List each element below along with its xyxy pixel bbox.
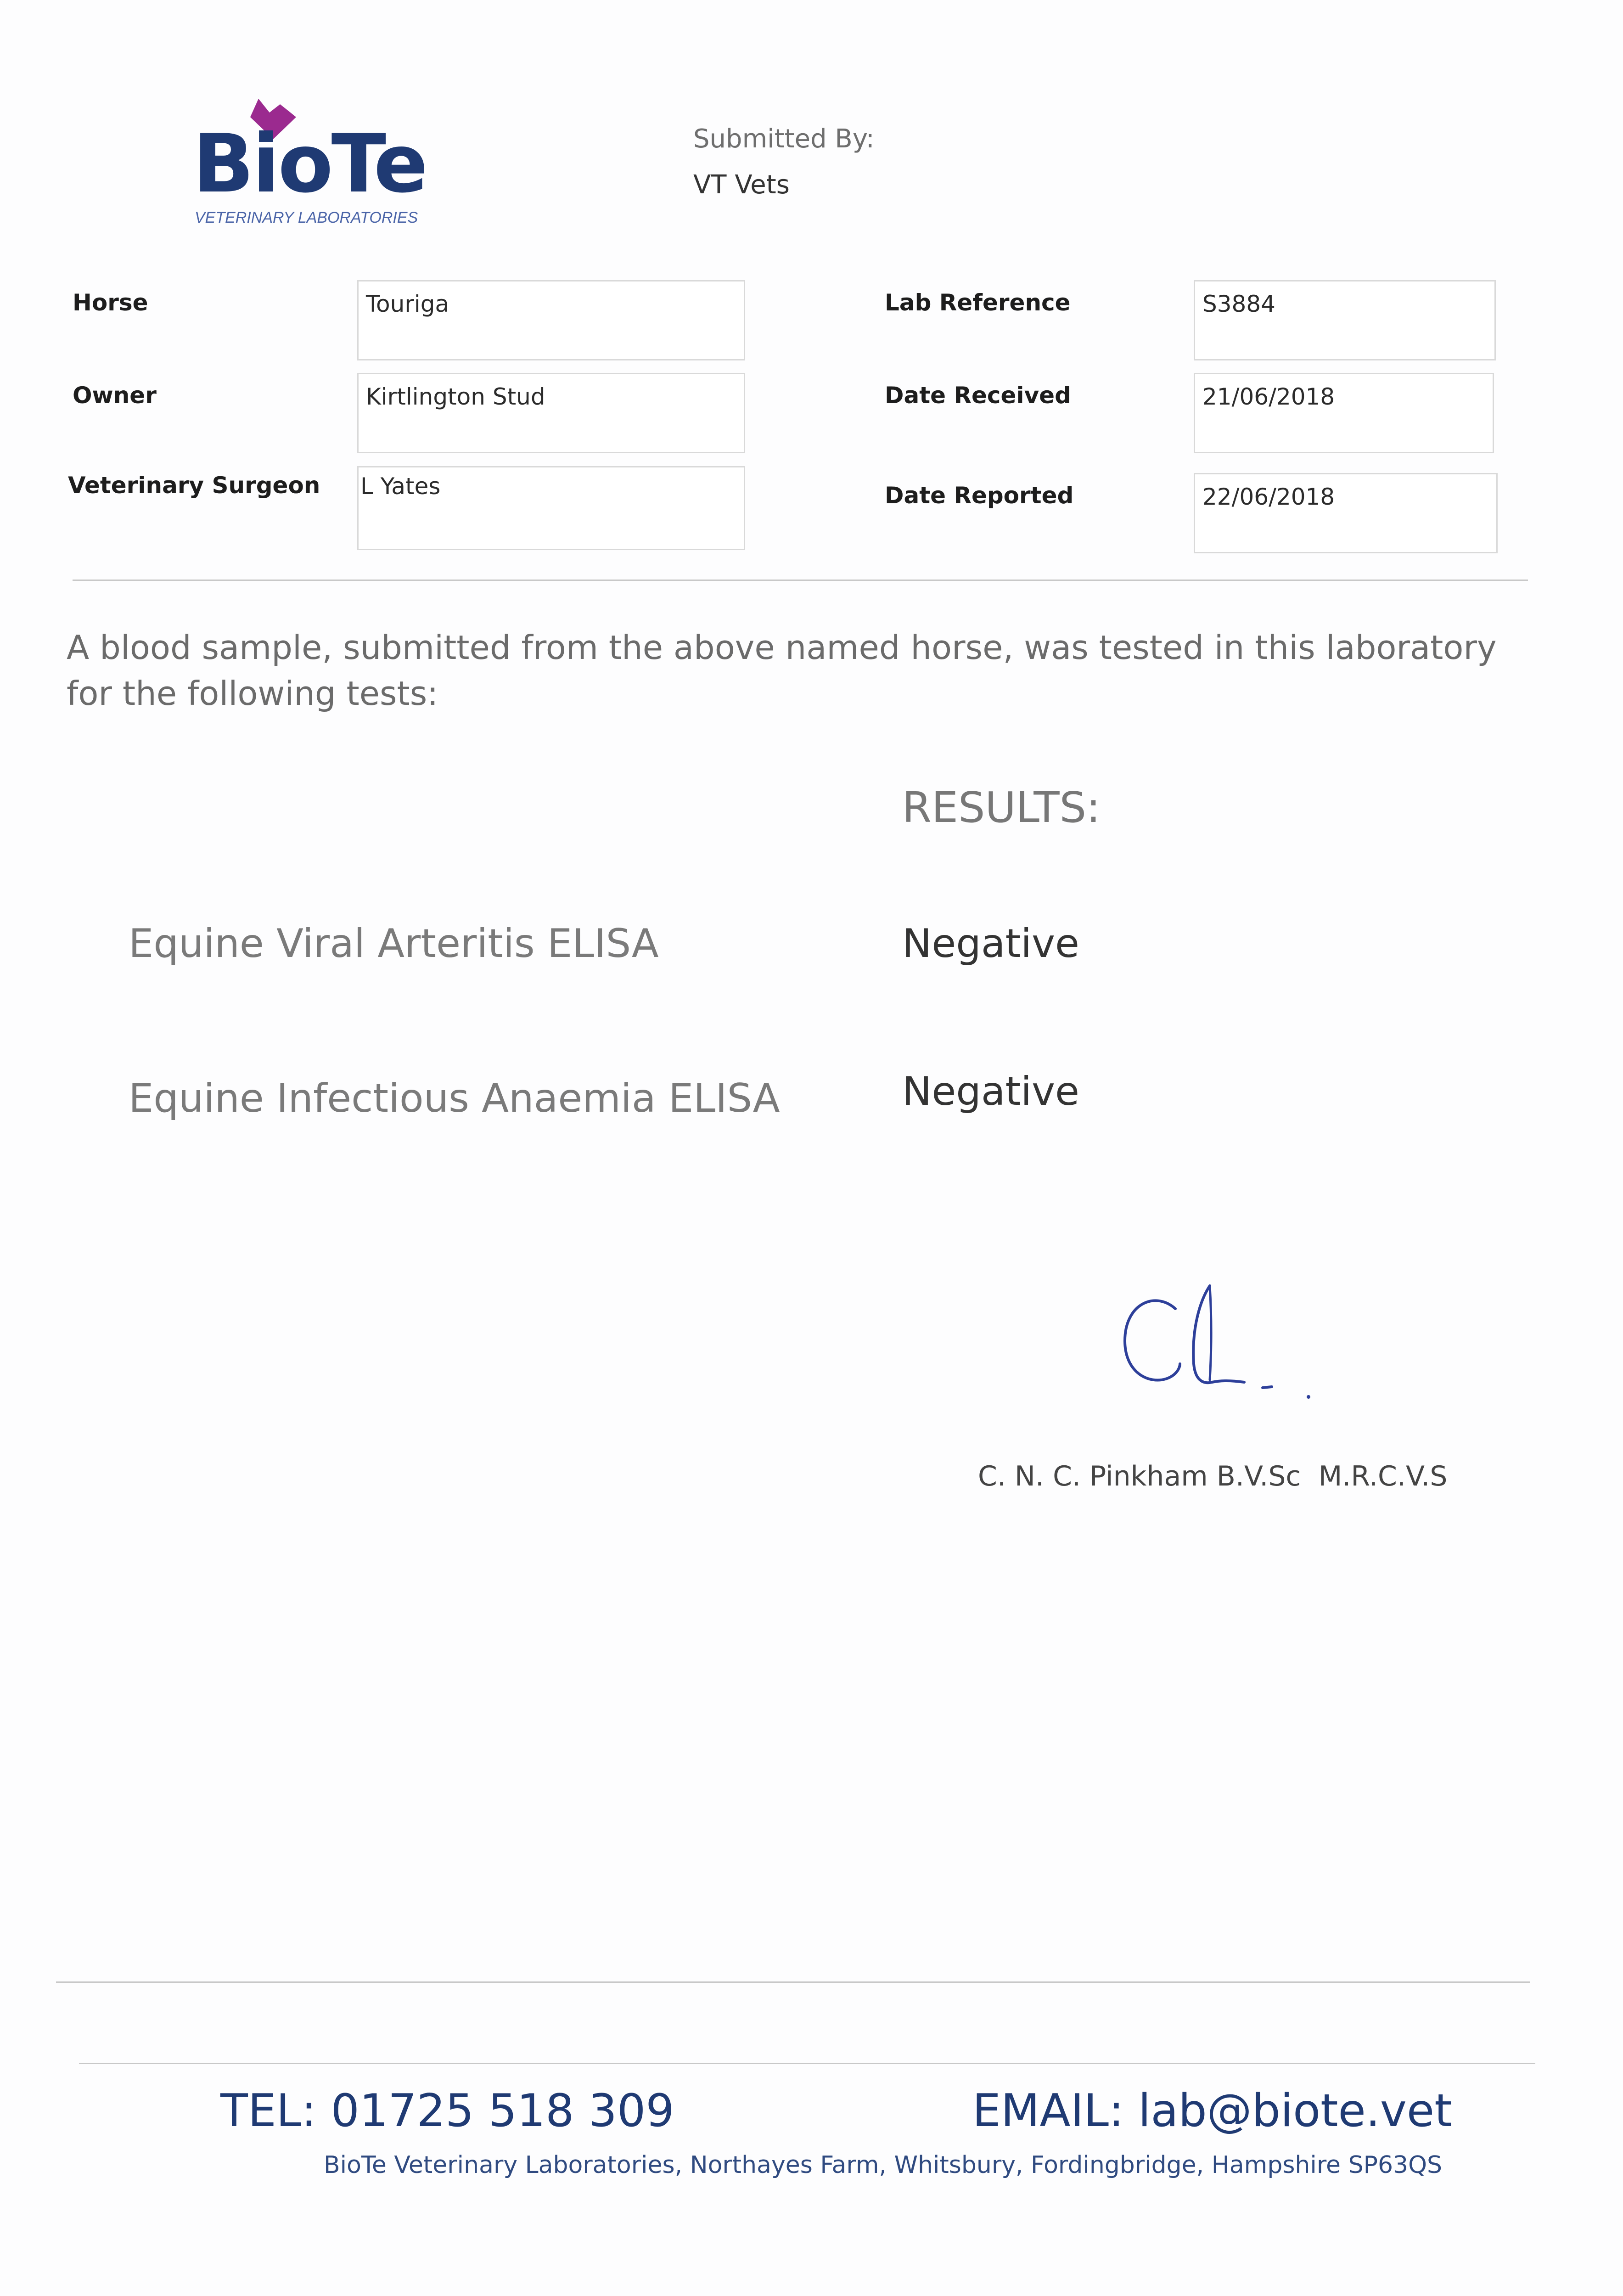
owner-label: Owner: [73, 382, 157, 409]
header-divider: [73, 580, 1528, 581]
date-reported-field: [1194, 473, 1498, 553]
vet-value: L Yates: [360, 473, 441, 500]
signature-image: [1111, 1272, 1341, 1419]
horse-value: Touriga: [366, 291, 449, 317]
date-received-label: Date Received: [885, 382, 1071, 409]
signatory-name: C. N. C. Pinkham B.V.Sc M.R.C.V.S: [978, 1460, 1448, 1492]
footer-email: EMAIL: lab@biote.vet: [972, 2085, 1452, 2137]
test-result: Negative: [902, 921, 1079, 967]
logo-subtitle: VETERINARY LABORATORIES: [195, 209, 418, 226]
lab-reference-label: Lab Reference: [885, 289, 1071, 316]
date-received-field: [1194, 373, 1494, 453]
submitted-by-value: VT Vets: [693, 170, 790, 200]
date-reported-label: Date Reported: [885, 482, 1074, 509]
lab-reference-field: [1194, 280, 1496, 360]
vet-label: Veterinary Surgeon: [68, 472, 320, 499]
test-result: Negative: [902, 1069, 1079, 1114]
footer-divider-bottom: [79, 2063, 1535, 2064]
submitted-by-label: Submitted By:: [693, 124, 875, 154]
intro-text: A blood sample, submitted from the above named horse, was tested in this laboratory for the following tests:: [67, 628, 1497, 713]
horse-label: Horse: [73, 289, 148, 316]
biote-logo: [193, 99, 427, 232]
vet-field: [357, 466, 745, 550]
horse-field: [357, 280, 745, 360]
test-name: Equine Infectious Anaemia ELISA: [129, 1075, 780, 1121]
footer-telephone: TEL: 01725 518 309: [220, 2085, 674, 2137]
logo-wordmark: BioTe: [193, 118, 427, 211]
footer-divider-top: [56, 1981, 1530, 1983]
lab-reference-value: S3884: [1202, 291, 1275, 317]
results-heading: RESULTS:: [902, 783, 1101, 832]
footer-address: BioTe Veterinary Laboratories, Northayes Farm, Whitsbury, Fordingbridge, Hampshire SP63QS: [324, 2151, 1443, 2179]
date-reported-value: 22/06/2018: [1202, 484, 1335, 510]
owner-field: [357, 373, 745, 453]
owner-value: Kirtlington Stud: [366, 383, 545, 410]
date-received-value: 21/06/2018: [1202, 383, 1335, 410]
test-name: Equine Viral Arteritis ELISA: [129, 921, 659, 967]
